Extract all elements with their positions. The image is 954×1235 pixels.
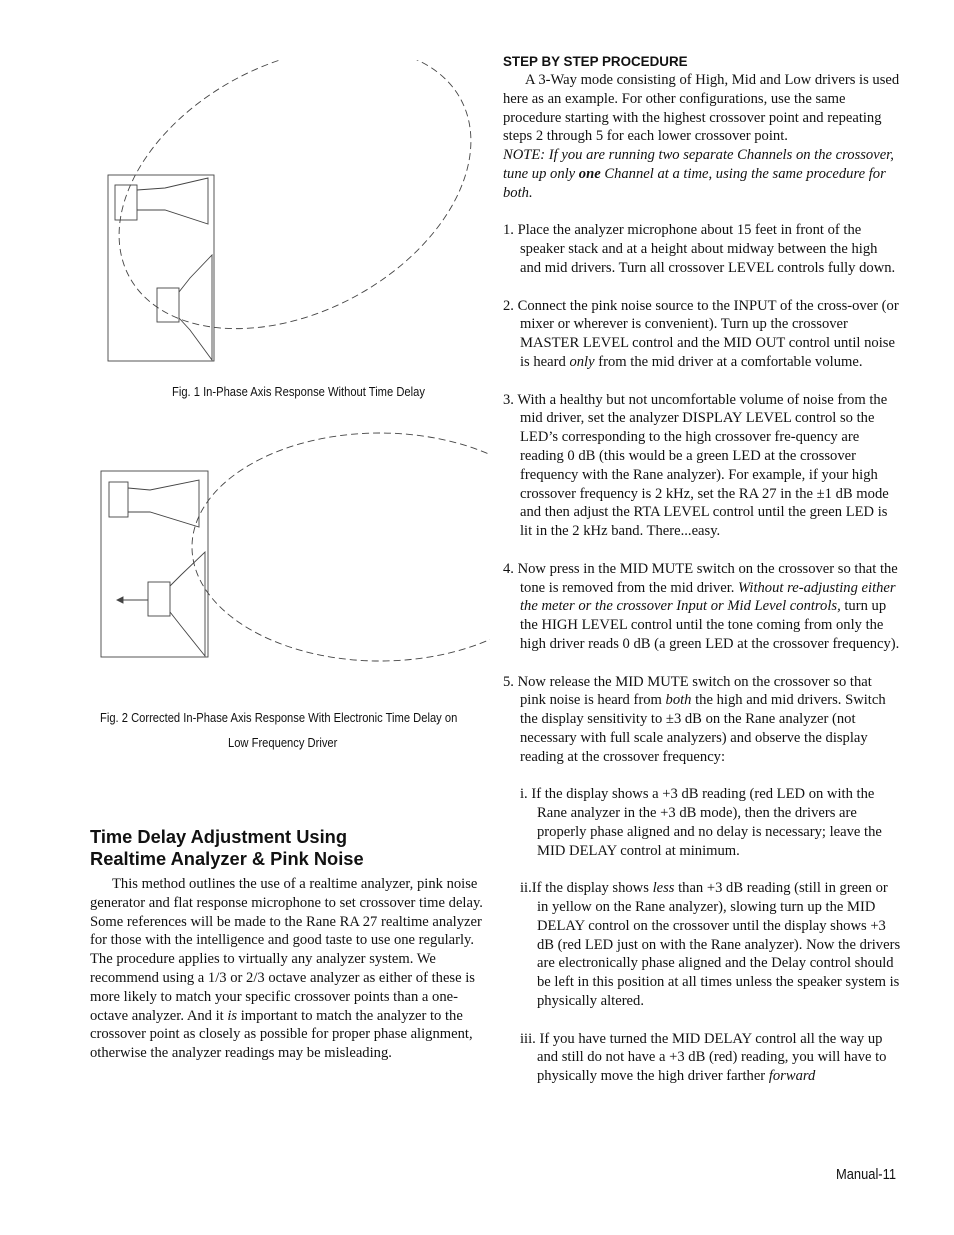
note-text-2: Channel at a time, using the same procedure for both. xyxy=(503,165,886,201)
section-body-text-1: This method outlines the use of a realtime analyzer, pink noise generator and flat response microphone to set crossover time delay. Some references will be made to the Rane RA 27 realtime analyzer for those with the intelligence and good taste to use one regularly. The procedure applies to virtually any analyzer system. We recommend using a 1/3 or 2/3 octave analyzer as either of these is more likely to match your specific crossover points than a one-octave analyzer. And it xyxy=(90,876,483,1024)
page-number: Manual-11 xyxy=(836,1166,896,1183)
fig1-response-ellipse xyxy=(95,60,490,370)
step-4 xyxy=(503,560,901,654)
procedure-heading: STEP BY STEP PROCEDURE xyxy=(503,54,688,69)
time-delay-section xyxy=(90,826,484,1063)
fig2-mid-driver xyxy=(148,582,170,616)
substep-iii xyxy=(503,1030,901,1086)
step-4-italic: Without re-adjusting either the meter or the crossover Input or Mid Level controls, xyxy=(520,579,896,615)
figure-1-caption: Fig. 1 In-Phase Axis Response Without Time Delay xyxy=(172,384,425,399)
substep-i: i. If the display shows a +3 dB reading (red LED on with the Rane analyzer in the +3 dB mode), then the drivers are properly phase aligned and no delay is necessary; leave the MID DELAY control at minimum. xyxy=(520,786,882,859)
step-4-text-2: turn up the HIGH LEVEL control until the tone coming from only the high driver reads 0 dB (a green LED at the crossover frequency). xyxy=(520,598,900,652)
step-5-italic: both xyxy=(665,692,692,709)
step-5-text-1: 5. Now release the MID MUTE switch on the crossover so that pink noise is heard from xyxy=(503,673,872,709)
step-2-italic: only xyxy=(569,353,595,370)
step-3: 3. With a healthy but not uncomfortable volume of noise from the mid driver, set the analyzer DISPLAY LEVEL control so the LED’s corresponding to the high crossover fre-quency are reading 0 dB (this would be a green LED at the crossover frequency with the Rane analyzer). For example, if your high crossover frequency is 2 kHz, set the RA 27 in the ±1 dB mode and then adjust the RTA LEVEL control until the green LED is lit in the 2 kHz band. There...easy. xyxy=(503,391,889,540)
section-title-line1: Time Delay Adjustment Using xyxy=(90,826,348,847)
step-5 xyxy=(503,673,901,767)
section-title xyxy=(90,826,484,870)
substep-ii-italic: less xyxy=(652,880,675,897)
figure-2-caption-line2: Low Frequency Driver xyxy=(228,735,338,750)
fig1-cabinet xyxy=(108,175,214,361)
substep-ii-text-2: than +3 dB reading (still in green or in yellow on the Rane analyzer), slowing turn up the MID DELAY control on the crossover until the display shows +3 dB (red LED just on with the Rane analyzer). Now the drivers are electronically phase aligned and the Delay control should be left in this position at all times unless the speaker system is physically altered. xyxy=(537,880,901,1010)
step-1: 1. Place the analyzer microphone about 15 feet in front of the speaker stack and at a height about midway between the high and mid drivers. Turn all crossover LEVEL controls fully down. xyxy=(503,222,896,276)
note-bold: one xyxy=(578,165,601,182)
section-body xyxy=(90,875,484,1063)
procedure-column xyxy=(503,53,901,1086)
procedure-intro-text: A 3-Way mode consisting of High, Mid and Low drivers is used here as an example. For other configurations, use the same procedure starting with the highest crossover point and repeating steps 2 through 5 for each lower crossover point. xyxy=(503,72,900,145)
fig2-high-driver xyxy=(109,482,128,517)
step-2 xyxy=(503,297,901,372)
step-5-text-2: the high and mid drivers. Switch the display sensitivity to ±3 dB on the Rane analyzer (not necessary with full scale analyzers) and observe the display reading at the crossover frequency: xyxy=(520,692,886,765)
fig2-response-ellipse xyxy=(192,433,490,661)
step-2-text-1: 2. Connect the pink noise source to the INPUT of the cross-over (or mixer or wherever is convenient). Turn up the crossover MASTER LEVEL control and the MID OUT control until noise is heard xyxy=(503,297,899,370)
section-title-line2: Realtime Analyzer & Pink Noise xyxy=(90,848,364,869)
note-text-1: NOTE: If you are running two separate Channels on the crossover, tune up only xyxy=(503,147,894,182)
step-2-text-2: from the mid driver at a comfortable volume. xyxy=(594,353,863,370)
step-4-text-1: 4. Now press in the MID MUTE switch on the crossover so that the tone is removed from the mid driver. xyxy=(503,560,898,596)
substep-iii-text: iii. If you have turned the MID DELAY control all the way up and still do not have a +3 dB (red) reading, you will have to physically move the high driver farther xyxy=(520,1030,887,1085)
fig1-high-driver xyxy=(115,185,137,220)
procedure-note xyxy=(503,147,894,201)
figure-1-diagram xyxy=(95,60,490,370)
substep-iii-italic: forward xyxy=(768,1068,816,1085)
section-body-italic: is xyxy=(227,1007,238,1024)
figure-2-diagram xyxy=(95,430,490,665)
procedure-intro xyxy=(503,71,901,203)
section-body-text-2: important to match the analyzer to the crossover point as closely as possible for proper phase alignment, otherwise the analyzer readings may be misleading. xyxy=(90,1007,473,1062)
substep-ii xyxy=(503,879,901,1011)
figure-2-caption-line1: Fig. 2 Corrected In-Phase Axis Response With Electronic Time Delay on xyxy=(100,710,458,725)
substep-ii-text-1: ii.If the display shows xyxy=(520,880,653,897)
